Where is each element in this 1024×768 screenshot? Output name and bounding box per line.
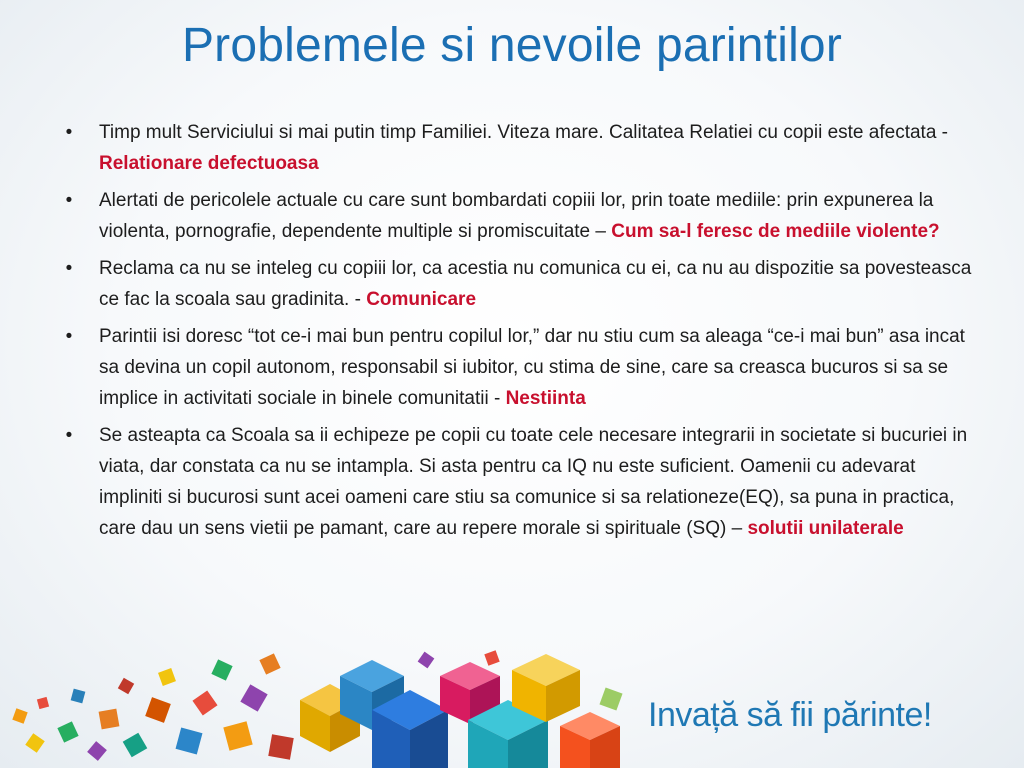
brand-logo: Invață să fii părinte! [648,696,932,734]
bullet-icon: • [65,122,73,143]
bullet-highlight: Nestiinta [505,388,586,409]
bullet-text: Se asteapta ca Scoala sa ii echipeze pe copii cu toate cele necesare integrarii in societate si bucuriei in viata, dar constata ca nu se intampla. Si asta pentru ca IQ nu este suficient. Oamenii cu adevarat impliniti si bucurosi sunt acei oameni care stiu sa comunice si sa relationeze(EQ), sa puna in practica, care dau un sens vietii pe pamant, care au repere morale si spirituale (SQ) – [99,425,968,539]
bullet-text: Reclama ca nu se inteleg cu copiii lor, ca acestia nu comunica cu ei, ca nu au dispozitie sa povesteasca ce fac la scoala sau gradinita. - [99,258,972,310]
bullet-item [62,117,972,179]
bullet-highlight: solutii unilaterale [747,518,904,539]
bullet-highlight: Comunicare [366,289,477,310]
bullet-item [62,321,972,414]
bullet-icon: • [65,258,73,279]
bullet-highlight: Cum sa-l feresc de mediile violente? [611,221,940,242]
bullet-item [62,253,972,315]
slide-title: Problemele si nevoile parintilor [181,19,843,72]
bullet-icon: • [65,326,73,347]
bullet-icon: • [65,190,73,211]
bullet-item [62,185,972,247]
bullet-list [62,117,972,550]
bullet-icon: • [65,425,73,446]
bullet-text: Parintii isi doresc “tot ce-i mai bun pentru copilul lor,” dar nu stiu cum sa aleaga “ce-i mai bun” asa incat sa devina un copil autonom, responsabil si iubitor, cu stima de sine, care sa creasca bucuros si sa se implice in activitati sociale in binele comunitatii - [99,326,965,409]
bullet-item [62,420,972,544]
bullet-text: Timp mult Serviciului si mai putin timp Familiei. Viteza mare. Calitatea Relatiei cu copii este afectata - [99,122,948,143]
bullet-text: Alertati de pericolele actuale cu care sunt bombardati copiii lor, prin toate mediile: prin expunerea la violenta, pornografie, dependente multiple si promiscuitate – [99,190,934,242]
bullet-highlight: Relationare defectuoasa [99,153,319,174]
